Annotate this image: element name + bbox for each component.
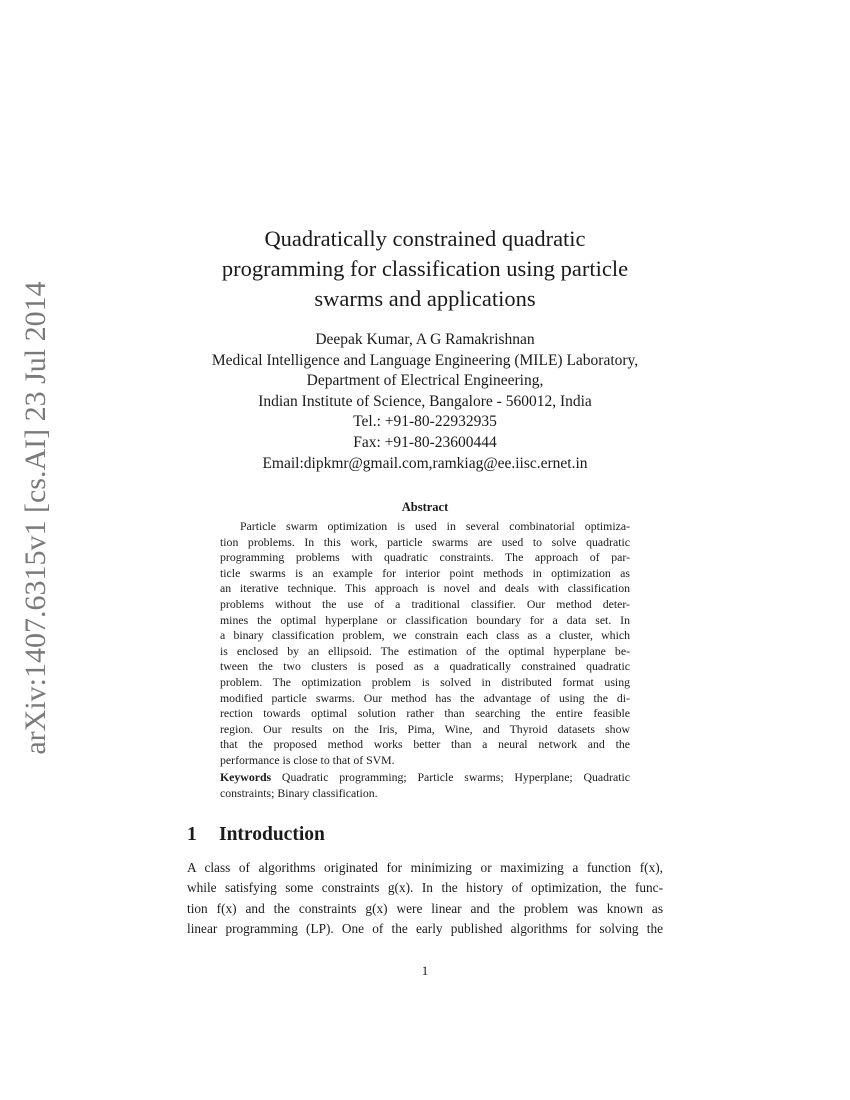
abstract-line: tion problems. In this work, particle swarms are used to solve quadratic bbox=[220, 534, 630, 549]
abstract-line: problem. The optimization problem is solved in distributed format using bbox=[220, 674, 630, 689]
section-title: Introduction bbox=[219, 824, 325, 845]
abstract-line: rection towards optimal solution rather than searching the entire feasible bbox=[220, 706, 630, 721]
abstract-line: mines the optimal hyperplane or classification boundary for a data set. In bbox=[220, 612, 630, 627]
abstract-line: programming problems with quadratic constraints. The approach of par- bbox=[220, 550, 630, 565]
title-line: programming for classification using particle bbox=[221, 256, 629, 281]
abstract-line: region. Our results on the Iris, Pima, Wine, and Thyroid datasets show bbox=[220, 721, 630, 736]
paper-title bbox=[150, 224, 700, 314]
intro-line: A class of algorithms originated for minimizing or maximizing a function f(x), bbox=[187, 860, 663, 875]
affiliation-line: Medical Intelligence and Language Engineering (MILE) Laboratory, bbox=[211, 351, 639, 369]
telephone: Tel.: +91-80-22932935 bbox=[353, 413, 497, 431]
arxiv-stamp: arXiv:1407.6315v1 [cs.AI] 23 Jul 2014 bbox=[19, 281, 52, 755]
title-line: swarms and applications bbox=[314, 286, 536, 311]
section-heading bbox=[187, 824, 325, 846]
affiliation-line: Indian Institute of Science, Bangalore - 560012, India bbox=[258, 392, 592, 410]
page-number: 1 bbox=[421, 963, 429, 978]
keywords bbox=[220, 770, 630, 801]
abstract-body bbox=[220, 519, 630, 769]
intro-line: while satisfying some constraints g(x). In the history of optimization, the func- bbox=[187, 880, 663, 896]
abstract-line: that the proposed method works better than a neural network and the bbox=[220, 737, 630, 752]
email-addresses: Email:dipkmr@gmail.com,ramkiag@ee.iisc.ernet.in bbox=[262, 454, 588, 472]
keywords-text: Quadratic programming; Particle swarms; Hyperplane; Quadratic bbox=[281, 770, 630, 784]
abstract-line: an iterative technique. This approach is novel and deals with classification bbox=[220, 581, 630, 596]
keywords-label: Keywords bbox=[220, 770, 272, 784]
abstract-line: a binary classification problem, we constrain each class as a cluster, which bbox=[220, 628, 630, 643]
affiliation-line: Department of Electrical Engineering, bbox=[306, 372, 544, 390]
abstract-line: ticle swarms is an example for interior point methods in optimization as bbox=[220, 565, 630, 580]
keywords-text: constraints; Binary classification. bbox=[220, 785, 378, 800]
abstract-heading: Abstract bbox=[401, 500, 449, 514]
abstract-line: tween the two clusters is posed as a quadratically constrained quadratic bbox=[220, 659, 630, 674]
intro-line: tion f(x) and the constraints g(x) were linear and the problem was known as bbox=[187, 900, 663, 916]
author-names: Deepak Kumar, A G Ramakrishnan bbox=[315, 331, 535, 348]
introduction-body bbox=[187, 858, 663, 940]
abstract-line: Particle swarm optimization is used in several combinatorial optimiza- bbox=[240, 519, 630, 533]
abstract-line: modified particle swarms. Our method has the advantage of using the di- bbox=[220, 690, 630, 705]
section-number: 1 bbox=[187, 824, 197, 845]
abstract-line: performance is close to that of SVM. bbox=[220, 752, 395, 767]
abstract-line: is enclosed by an ellipsoid. The estimation of the optimal hyperplane be- bbox=[220, 643, 630, 658]
author-block bbox=[120, 330, 730, 474]
fax: Fax: +91-80-23600444 bbox=[353, 433, 497, 451]
intro-line: linear programming (LP). One of the early published algorithms for solving the bbox=[187, 921, 663, 937]
title-line: Quadratically constrained quadratic bbox=[264, 226, 586, 251]
abstract-line: problems without the use of a traditional classifier. Our method deter- bbox=[220, 596, 630, 611]
